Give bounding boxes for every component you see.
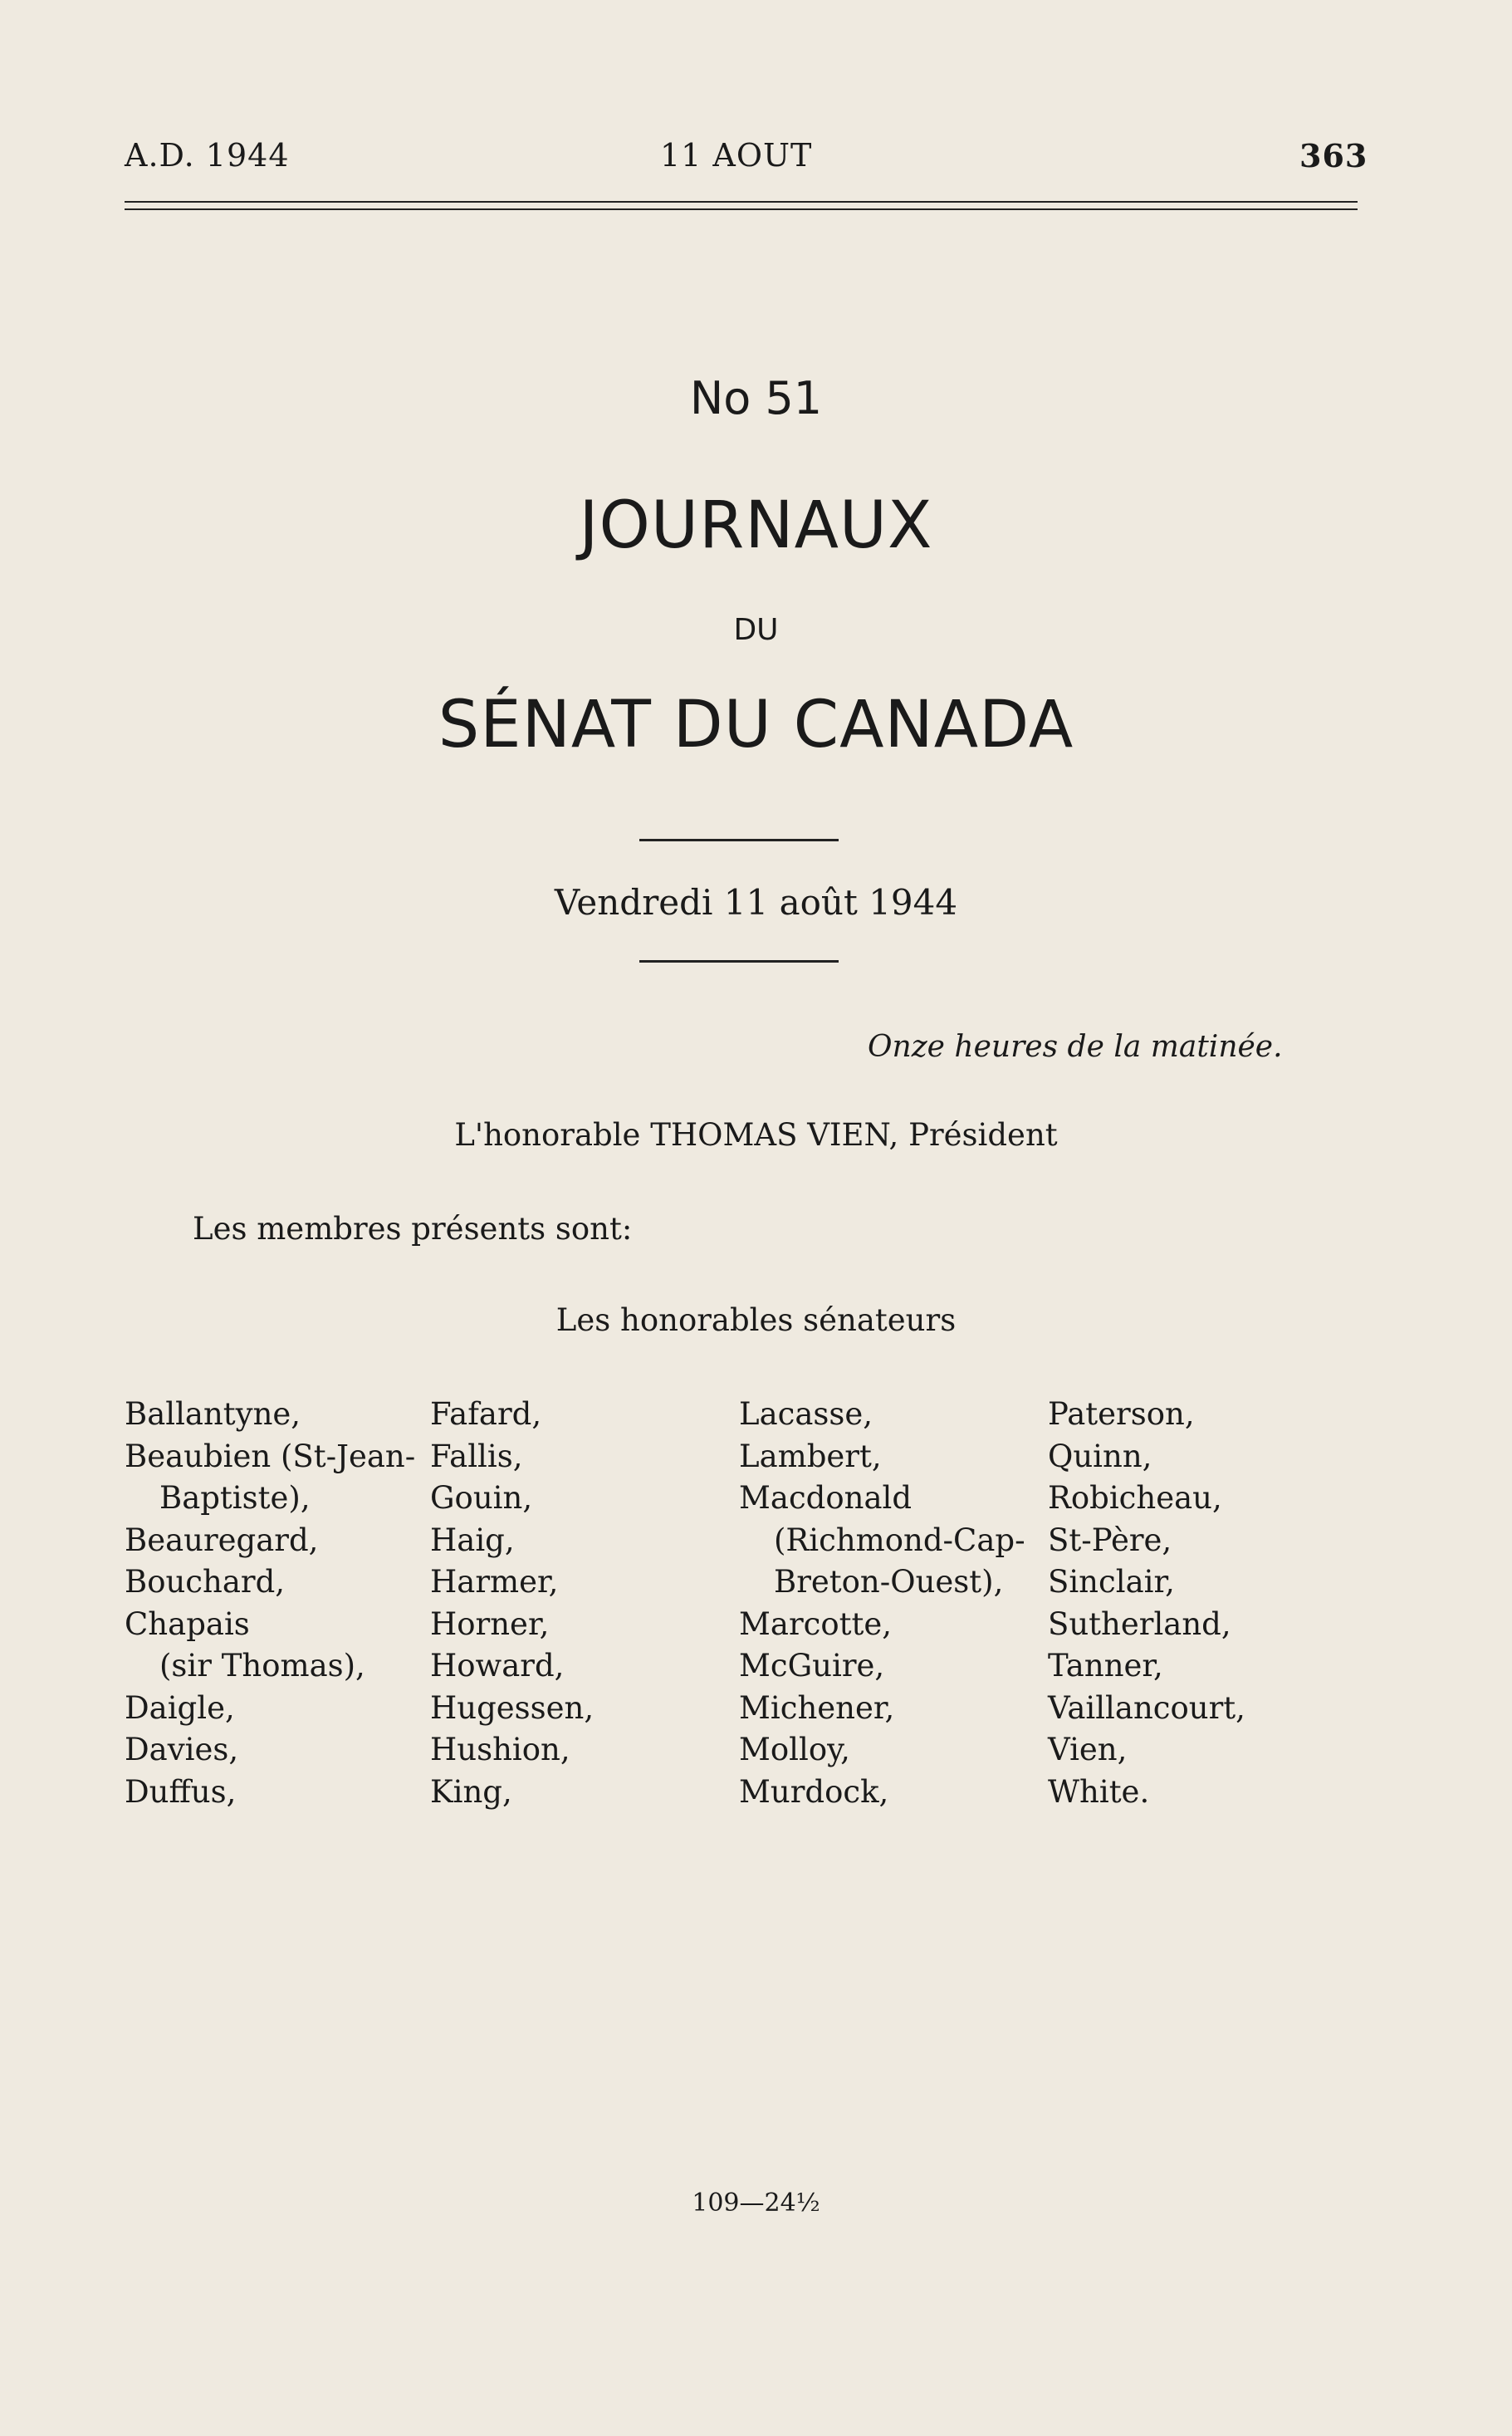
senator-name: McGuire, xyxy=(739,1648,885,1684)
senator-name: Haig, xyxy=(430,1522,515,1558)
senator-name: St-Père, xyxy=(1048,1522,1172,1558)
senator-name: Breton-Ouest), xyxy=(774,1564,1004,1600)
senator-name: Sinclair, xyxy=(1048,1564,1175,1600)
senator-name: Beauregard, xyxy=(125,1522,319,1558)
senator-name: Gouin, xyxy=(430,1480,533,1516)
senator-name: Horner, xyxy=(430,1605,550,1642)
senator-name: (Richmond-Cap- xyxy=(774,1522,1025,1558)
footer-signature: 109—24½ xyxy=(692,2188,820,2218)
senator-name: Harmer, xyxy=(430,1564,559,1600)
senator-name: Fallis, xyxy=(430,1438,523,1474)
title-connector: DU xyxy=(733,613,779,647)
sitting-time: Onze heures de la matinée. xyxy=(868,1030,1283,1064)
senator-name: Vaillancourt, xyxy=(1048,1689,1245,1726)
members-present-label: Les membres présents sont: xyxy=(193,1211,633,1247)
senate-title: SÉNAT DU CANADA xyxy=(438,688,1074,762)
senator-name: Quinn, xyxy=(1048,1438,1152,1474)
senator-name: Baptiste), xyxy=(159,1480,311,1516)
senator-name: Hugessen, xyxy=(430,1689,595,1726)
senator-name: White. xyxy=(1048,1773,1150,1810)
divider-bottom xyxy=(639,960,839,963)
senator-name: Vien, xyxy=(1048,1732,1128,1767)
senators-column-1 xyxy=(125,1394,415,1813)
page-number: 363 xyxy=(1299,137,1368,174)
header-rule-bottom xyxy=(125,208,1358,210)
senator-name: Paterson, xyxy=(1048,1396,1195,1432)
senator-name: Hushion, xyxy=(430,1732,570,1767)
header-year: A.D. 1944 xyxy=(125,137,290,174)
senator-name: Ballantyne, xyxy=(125,1396,301,1432)
senator-name: Michener, xyxy=(739,1689,895,1726)
senator-name: Tanner, xyxy=(1048,1648,1163,1684)
senator-name: Sutherland, xyxy=(1048,1605,1231,1642)
senator-name: Murdock, xyxy=(739,1773,889,1810)
page-title: JOURNAUX xyxy=(579,488,933,563)
senator-name: Duffus, xyxy=(125,1773,237,1810)
header-rule-top xyxy=(125,201,1358,203)
senator-name: Beaubien (St-Jean- xyxy=(125,1438,416,1474)
senators-column-2 xyxy=(430,1394,594,1813)
senator-name: Lambert, xyxy=(739,1438,882,1474)
senator-name: Molloy, xyxy=(739,1732,850,1767)
senator-name: Howard, xyxy=(430,1648,565,1684)
president-line: L'honorable THOMAS VIEN, Président xyxy=(454,1117,1058,1153)
issue-number: No 51 xyxy=(689,372,823,424)
senator-name: Lacasse, xyxy=(739,1396,873,1432)
sitting-date: Vendredi 11 août 1944 xyxy=(554,882,958,923)
header-date: 11 AOUT xyxy=(660,137,813,174)
senator-name: Bouchard, xyxy=(125,1564,286,1600)
senator-name: (sir Thomas), xyxy=(159,1648,365,1684)
senator-name: Marcotte, xyxy=(739,1605,893,1642)
senator-name: Daigle, xyxy=(125,1689,235,1726)
divider-top xyxy=(639,839,839,841)
senator-name: Macdonald xyxy=(739,1480,913,1516)
senator-name: Robicheau, xyxy=(1048,1480,1222,1516)
senator-name: King, xyxy=(430,1773,512,1810)
senators-column-3 xyxy=(739,1394,1025,1813)
senator-name: Chapais xyxy=(125,1605,250,1642)
senators-column-4 xyxy=(1048,1394,1245,1813)
senator-name: Davies, xyxy=(125,1732,239,1767)
senator-name: Fafard, xyxy=(430,1396,542,1432)
senators-heading: Les honorables sénateurs xyxy=(555,1302,957,1338)
